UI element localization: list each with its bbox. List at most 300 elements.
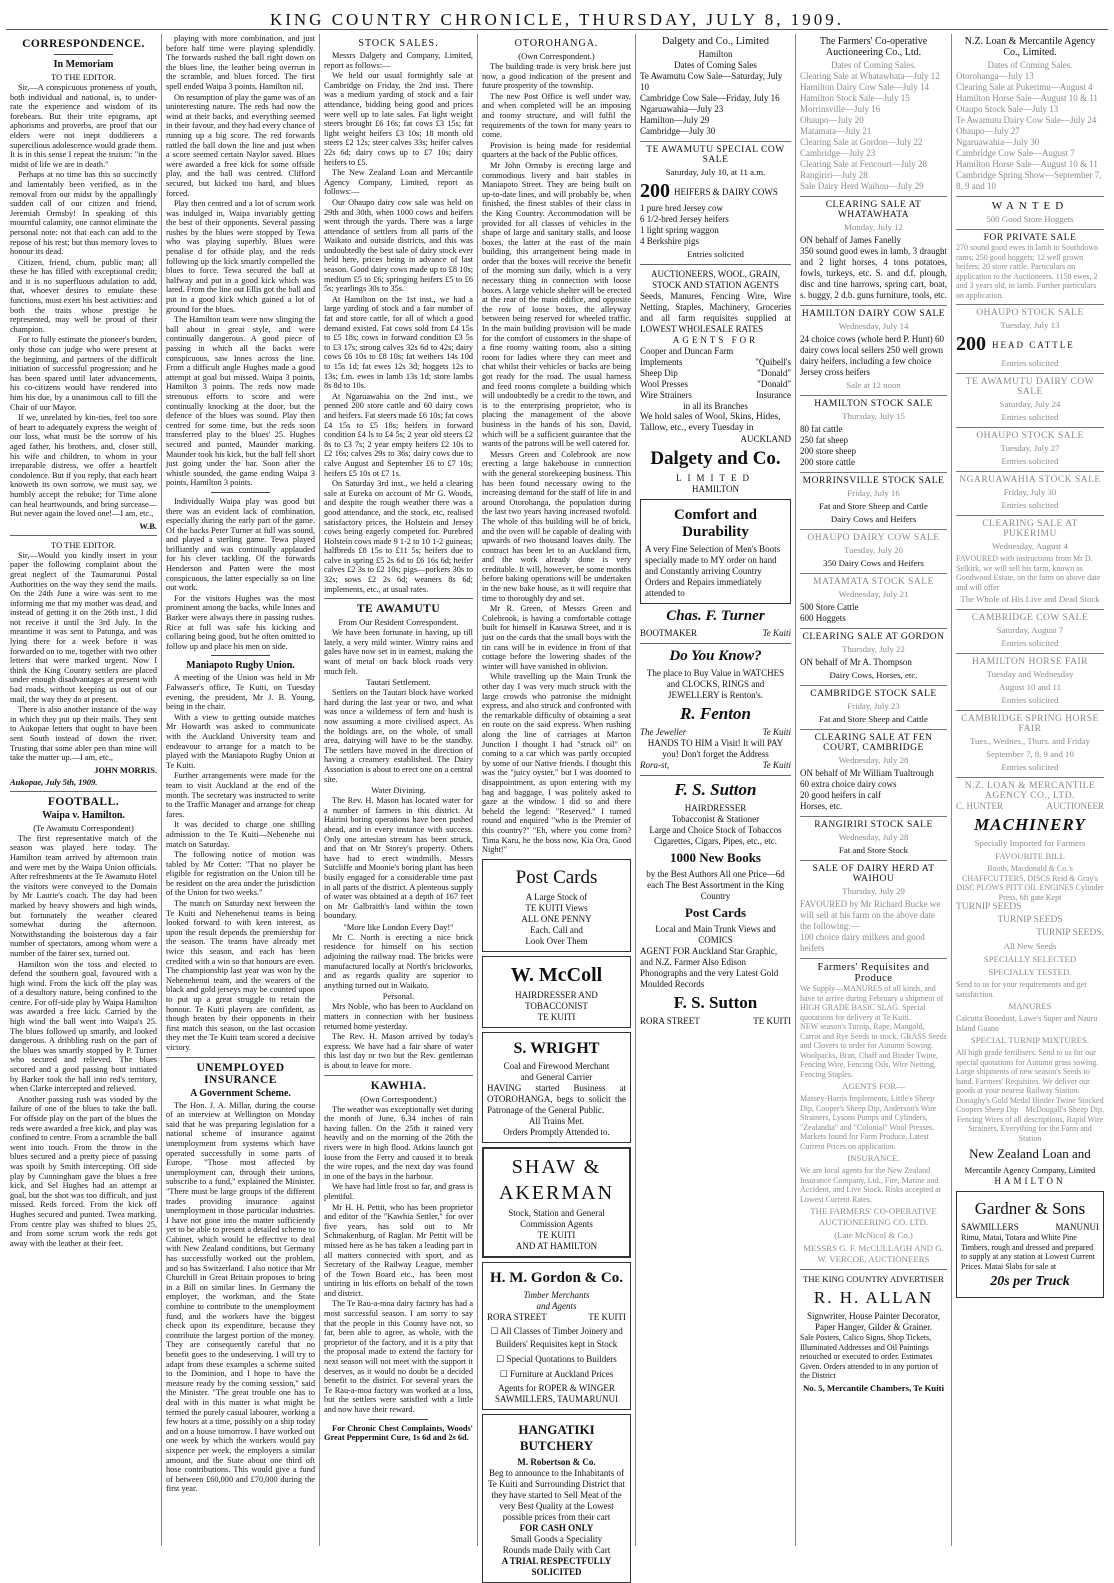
advert-line: (Late McNicol & Co.) <box>834 1230 913 1240</box>
sale-date-item: Otaupo Stock Sale—July 13 <box>956 104 1059 114</box>
column-correspondence <box>6 34 162 1546</box>
sale-head: HEIFERS & DAIRY COWS <box>674 186 778 197</box>
advert-line: Commission Agents <box>520 1218 593 1229</box>
article-paragraph: The building trade is very brisk here just now, a good indication of the present and future prosperity of the township. <box>482 62 631 91</box>
sale-title: CLEARING SALE AT WHATAWHATA <box>800 196 947 220</box>
advert-line: All New Seeds <box>1003 941 1057 951</box>
article-paragraph: Play then centred and a lot of scrum work was indulged in, Waipa invariably getting the best of their opponents. Several passing rushes by the blues were stopped by Tewa who was playing superbly. Blues were penalise d for offside play, and the reds following up the kick smartly compelled the blues to force. Tewa secured the ball at halfway and put in a good kick which was lared. From the line out Ellis got the ball and put in a good kick which gained a lot of ground for the blues. <box>166 199 315 314</box>
advert-line: Calcutta Bonedust, Lawe's Super and Nauru Island Guano <box>956 1014 1098 1033</box>
sale-date-item: Cambridge Cow Sale—Friday, July 16 <box>640 93 780 103</box>
sale-item: 20 good heifers in calf <box>800 790 881 800</box>
sale-item: 100 choice dairy milkers and good heifers <box>800 932 925 953</box>
advert-address: SAWMILLERS MANUNUI <box>961 1222 1099 1232</box>
article-paragraph: A meeting of the Union was held in Mr Falwasser's office, Te Kuiti, on Tuesday evening, the president, Mr J. B. Young, being in the chair. <box>166 673 315 712</box>
checkbox-icon: ☐ <box>490 1325 499 1336</box>
sale-date-item: Hamilton Dairy Cow Sale—July 14 <box>800 82 929 92</box>
advert-line: Rimu, Matai, Totara and White Pine Timbers, rough and dressed and prepared to supply at any station at Lowest Current Prices. Matai Slabs for sale at <box>961 1233 1095 1271</box>
sale-item: 500 Store Cattle <box>800 602 859 612</box>
sale-item: Dairy Cows and Heifers <box>830 514 917 524</box>
football-subheading: Waipa v. Hamilton. <box>42 809 125 821</box>
sale-date-item: Cambridge Cow Sale—August 7 <box>956 148 1075 158</box>
advert-line: M. Robertson & Co. <box>517 1456 596 1467</box>
shaw-akerman-advert <box>482 1147 631 1258</box>
advert-line: Markets found for Farm Produce. Latest Current Prices on application. <box>800 1132 929 1151</box>
sale-date: Friday, July 30 <box>1003 487 1057 497</box>
advert-line: A TRIAL RESPECTFULLY SOLICITED <box>501 1555 612 1577</box>
sale-title: N.Z. LOAN & MERCANTILE AGENCY CO., LTD. <box>956 777 1104 801</box>
advert-line: A very Fine Selection of Men's Boots specially made to MY order on hand and Constantly arriving Country Orders and Repairs immediately attended to <box>645 544 781 598</box>
mccoll-advert <box>482 956 631 1028</box>
advert-title: W. McColl <box>510 963 603 986</box>
article-paragraph: The first representative match of the season was played here today. The Hamilton team arrived by afternoon train and were met by the Waipa Union officials. After refreshments at the Te Awamutu Hotel the visitors were conveyed to the Domain by Mr Laurie's coach. The day had been marked by heavy showers and high winds, but fortunately the weather cleared somewhat during the afternoon. Notwithstanding the boisterous day a fair number of spectators, among whom were a number of the fairer sex, turned out. <box>10 833 157 958</box>
advert-line: HAIRDRESSER AND <box>515 989 598 1000</box>
te-awamutu-heading: TE AWAMUTU <box>356 603 441 616</box>
article-paragraph: Mrs Noble, who has been to Auckland on matters in connection with her business returned home yesterday. <box>324 1002 473 1031</box>
advert-line: FOR CASH ONLY <box>519 1522 594 1533</box>
advert-title: N.Z. Loan & Mercantile Agency Co., Limited. <box>964 36 1096 58</box>
sale-title: TE AWAMUTU DAIRY COW SALE <box>956 373 1104 397</box>
sale-date-item: Morrinsville—July 16 <box>800 104 881 114</box>
column-dalgety-ads <box>636 34 796 1546</box>
sale-date-item: Clearing Sale at Fencourt—July 28 <box>800 159 927 169</box>
sale-item: Dairy Cows, Horses, etc. <box>829 670 918 680</box>
letter-paragraph: For to fully estimate the pioneer's burden, only those can judge who were present at the beginning, and partners of the difficult initiation of successful progression; and he has been spared until later advancements, his co-citizens would have rendered into him his due, by a unanimous call to fill the Chair of our Mayor. <box>10 335 157 412</box>
advert-line: Seeds, Manures, Fencing Wire, Wire Netting, Staples, Machinery, Groceries and all farm requisites supplied at LOWEST WHOLESALE RATES <box>640 291 791 334</box>
article-paragraph: We have had little frost so far, and grass is plentiful. <box>324 1182 473 1201</box>
advert-line: Small Goods a Speciality <box>510 1533 603 1544</box>
advert-title: HANGATIKI BUTCHERY <box>518 1421 595 1453</box>
correspondent-label: (Own Correspondent.) <box>518 51 595 61</box>
sale-title: SALE OF DAIRY HERD AT WAIHOU <box>800 860 947 884</box>
article-paragraph: Further arrangements were made for the team to visit Auckland at the end of the month. The secretary was instructed to write to the Traffic Manager and arrange for cheap fares. <box>166 771 315 819</box>
sale-headline <box>956 333 1104 356</box>
sale-date: Tuesday, July 13 <box>1000 320 1060 330</box>
column-sport-news <box>162 34 320 1546</box>
letter-signature: JOHN MORRIS. <box>94 764 157 775</box>
letter-signature: W.B. <box>139 520 157 531</box>
article-paragraph: With a view to getting outside matches Mr Howarth was asked to communicate with the Auckland University team and endeavour to arrange for a match to be played with the Maniapoto Rugby Union at Te Kuiti. <box>166 712 315 770</box>
section-subheading: "More like London Every Day!" <box>343 921 454 932</box>
in-memoriam-heading: In Memoriam <box>53 59 114 70</box>
sale-note: Entries solicited <box>687 249 744 259</box>
sale-date-item: Sale Dairy Herd Waihou—July 29 <box>800 181 924 191</box>
sale-date: Wednesday, August 4 <box>992 541 1068 551</box>
unemployed-insurance-heading: UNEMPLOYED INSURANCE <box>196 1061 285 1086</box>
advert-item: ☐ Furniture at Auckland Prices <box>499 1368 614 1379</box>
divider <box>324 598 473 599</box>
sale-item: 270 sound good ewes in lamb to Southdown rams; 250 good hoggets; 12 well grown heifers; 20 store cattle. Particulars on application to the Auctioneers. 1150 ewes, 2 and 3 years old, in lamb. Further particulars on application. <box>956 243 1098 300</box>
sale-item: 350 Dairy Cows and Heifers <box>823 558 924 568</box>
article-paragraph: The Hon. J. A. Millar, during the course of an interview at Wellington on Monday said that he was preparing legislation for a national scheme of insurance against unemployment from systems which have operated successfully in some parts of Europe. "Those most affected by unemployment can, through their unions, subscribe to a fund," explained the Minister. "There must be large groups of the different trades providing insurance against unemployment in those particular industries. I have not gone into the matter sufficiently yet to be able to present a detailed scheme to Cabinet, which would be effective to deal with New Zealand conditions, but Germany has successfully worked out the problem, and so has Switzerland. I also notice that Mr Churchill in Great Britain proposes to bring in a Bill on similar lines. In Germany the employer, the workman, and the State combine to contribute to the unemployment fund, and the workers have the biggest check upon its expenditure, because they contribute the largest portion of the money. They are consequently careful that no benefit goes to the undeserving. I will try to adapt from these examples a scheme suited to the Dominion, and I hope to have the measure ready by the coming session," said the Minister. "The great trouble one has to deal with in this matter is what might be termed the purely casual labourer, working a few hours at a time, possibly on a ship today and on a house tomorrow. I have worked out one week by which the workers would pay sixpence per week, the employers a similar amount, and the State about one third oft hose contributions. This would give a fund of between £60,000 and £70,000 during the first year. <box>166 1100 315 1494</box>
article-paragraph: For the visitors Hughes was the most prominent among the backs, while Innes and Barker were always there in passing rushes. Rice at full was safe his kicking and collaring being good, but he often omitted to follow up and place his men on side. <box>166 593 315 651</box>
advert-line: HANDS TO HIM a Visit! It will PAY you! Don't forget the Address <box>647 738 784 759</box>
correspondent-label: (Te Awamutu Correspondent) <box>33 822 134 833</box>
section-subheading: Tautari Settlement. <box>366 677 431 688</box>
sale-item: 24 choice cows (whole herd P. Hunt) 60 dairy cows local sellers 250 well grown dairy heifers, including a few choice Jersey cross heifers <box>800 334 944 377</box>
advert-title: Comfort and Durability <box>674 507 757 540</box>
advert-line: AGENT FOR Auckland Star Graphic, and N.Z. Farmer Also Edison Phonographs and the very Latest Gold Moulded Records <box>640 946 779 989</box>
advert-line: Mercantile Agency Company, Limited <box>964 1165 1096 1175</box>
advert-line: Tobacconist & Stationer <box>671 814 760 824</box>
article-paragraph: The Hamilton team were now slinging the ball about in great style, and were continually dangerous. A good piece of passing in which all the backs were conspicuous, saw Innes across the line. From a difficult angle Hughes made a good attempt at goal but missed. Waipa 3 points, Hamilton 3 points. The reds now made strenuous efforts to score and were continually knocking at the door, but the defence of the blues was sound. Play then centred for some time, but the reds soon transferred play to the blues' 25. Hughes secured and punted, Maunder marking. Maunder took his kick, but the ball fell short just going under the bar. Soon after the whistle sounded, the game ending Waipa 3 points, Hamilton 3 points. <box>166 315 315 488</box>
advert-line: by the Best Authors All one Price—6d each The Best Assortment in the King Country <box>646 869 785 901</box>
sale-date: Wednesday, July 28 <box>838 832 909 842</box>
sale-date: Tuesday and Wednesday <box>986 669 1074 679</box>
advert-line: Each. Call and <box>530 924 583 935</box>
gordon-advert <box>482 1262 631 1410</box>
masthead: KING COUNTRY CHRONICLE, THURSDAY, JULY 8, 1909. <box>6 4 1108 30</box>
sale-title: TE AWAMUTU SPECIAL COW SALE <box>640 141 791 165</box>
advert-title: R. H. ALLAN <box>813 1288 934 1307</box>
advert-line: HAMILTON <box>691 484 739 494</box>
advert-line: Woolpacks, Bran, Chaff and Binder Twine, Fencing Wire, Fencing Oils, Wire Netting, Fencing Staples. <box>800 1050 939 1079</box>
article-paragraph: The following notice of motion was tabled by Mr Cotter: "That no player be eligible for registration on the Union till he be resident on the area under the jurisdiction of the Union for two weeks." <box>166 850 315 898</box>
advert-line: SPECIALLY TESTED. <box>988 967 1072 977</box>
article-paragraph: The New Zealand Loan and Mercantile Agency Company, Limited, report as follows:— <box>324 168 473 197</box>
sale-note: Entries solicited <box>1001 412 1059 422</box>
section-subheading: Water Divining. <box>371 785 426 796</box>
sale-date: Wednesday, July 21 <box>838 589 909 599</box>
advert-line: Dates of Coming Sales. <box>987 60 1073 70</box>
advert-line-pair: Coopers Sheep Dip McDougall's Sheep Dip, <box>956 1105 1104 1114</box>
advert-line: Signwriter, House Painter Decorator, Paper Hanger, Gilder & Grainer. <box>807 1311 940 1332</box>
article-paragraph: The Rev. H. Mason has located water for a number of farmers in this district. At Hairini boring operations have been pushed ahead, and in every instance with success. Only one artesian stream has been struck, and that on Mr Storey's property. Others have had to erect windmills. Messrs Sutcliffe and Moonie's boring plant has been busily engaged for a considerable time past in all parts of the district. A plenteous supply of water was obtained at a depth of 167 feet on Mr Galbraith's land within the town boundary. <box>324 796 473 921</box>
advert-line: Massey-Harris Implements, Little's Sheep Dip, Cooper's Sheep Dip, Anderson's Wire Strainers, Lysons Pumps and Cylinders, "Zealandia" and "Colonial" Wool Presses. <box>800 1094 937 1132</box>
sale-item: ON behalf of James Fanelly <box>800 235 901 245</box>
sale-note: Entries solicited <box>1001 695 1059 705</box>
sale-item: 60 extra choice dairy cows <box>800 779 897 789</box>
article-paragraph: Messrs Green and Colebrook are now erecting a large bakehouse in connection with the general storekeeping business. This has been found necessary owing to the increasing demand for the staff of life in and around Otorohanga, the population during the last two years having increased twofold. The whole of this building will be of brick, and the oven will be capable of dealing with upwards of two thousand loaves daily. The contract has been let to an Auckland firm, and the work already done is very creditable. It will, however, be some months before baking operations will be undertaken in the new bake house, as it will require that time to thoroughly dry and set. <box>482 449 631 603</box>
letter-place-date: Aukopae, July 5th, 1909. <box>10 776 98 787</box>
sale-title: MATAMATA STOCK SALE <box>800 573 947 587</box>
sale-note: Entries solicited <box>1001 500 1059 510</box>
article-paragraph: We held our usual fortnightly sale at Cambridge on Friday, the 2nd inst. There was a medium yarding of stock and a fair attendance, bidding being good and prices were well up to late sales. Fat light weight steers brought £6 16s; fat cows £3 15s; fat light weight heifers £3 10s; 18 month old steers £2 12s; steer calves 33s; heifer calves 22s 6d; dairy cows up to £7 10s; dairy heifers to £5. <box>324 71 473 167</box>
advert-address <box>487 1312 626 1323</box>
advert-line: Timber Merchants <box>523 1289 590 1300</box>
advert-title: 1000 New Books <box>669 850 761 865</box>
advert-line: and General Carrier <box>520 1071 593 1082</box>
sale-item: 4 Berkshire pigs <box>640 236 699 246</box>
advert-item: ☐ All Classes of Timber Joinery and Builders' Requisites kept in Stock <box>490 1325 623 1349</box>
sale-date-item: Otorohanga—July 13 <box>956 71 1034 81</box>
hangatiki-butchery-advert <box>482 1414 631 1583</box>
advert-title: Post Cards <box>515 866 598 888</box>
advert-line: Beg to announce to the Inhabitants of Te Kuiti and Surrounding District that they have started to Sell Meat of the very Best Quality at the Lowest possible prices from their cart <box>487 1467 626 1522</box>
divider <box>211 492 271 493</box>
advert-title: New Zealand Loan and <box>969 1146 1091 1161</box>
advert-title: MACHINERY <box>974 815 1086 834</box>
sale-date: Wednesday, July 28 <box>838 755 909 765</box>
letter-paragraph: Sir,—A conspicuous proneness of youth, both individual and national, is, to under-rate the experience and wisdom of its forebears. But their trite epigrams, apt aphorisms and proverbs, are proof that our elders were not inept doddierers a supercilious adolescence would grade them. It is in this sense I repeat the truism: "in the midst of life we are in death." <box>10 83 157 169</box>
article-paragraph: While travelling up the Main Trunk the other day I was very much struck with the large crowds who patronise the midnight express, and also struck and confronted with the remarkable difficulty of obtaining a seat en route on the said express. When rushing along the line of carriages at Marton Junction I thought I had "struck oil" on coming to a car which was partly occupied by some of our Native friends. I thought this was the "juicy oyster," but I was doomed to disappointment, as upon entering with my bag and baggage, I was politely asked to gaze at the window. I did so and there beheld the legend: "Reserved." I turned round and enquired "who is the Premier of this country?" "Eh, where you come from? Tima Karu, he the boss now, Kia Ora, Good Night!" <box>482 672 631 855</box>
article-paragraph: It was decided to charge one shilling admission to the Te Kuiti—Nehenehe nui match on Saturday. <box>166 820 315 849</box>
newspaper-page <box>6 4 1108 1577</box>
sale-item: 350 sound good ewes in lamb, 3 draught and 2 light horses, 4 tons potatoes, fowls, turkeys, etc. S. and d.f. plough, disc and tine harrows, spring cart, boat, s. buggy, 2 d.b. guns furniture, tools, etc. <box>800 246 947 300</box>
otorohanga-heading: OTOROHANGA. <box>514 38 599 49</box>
advert-line: Rounds made Daily with Cart <box>502 1544 611 1555</box>
letter-paragraph: Perhaps at no time has this so succinctly and lamentably been verified, as in the removal from our midst by the appallingly sudden call of our citizen and friend, Jeremiah Ormsby! In speaking of this mournful calamity, one cannot eliminate the personal note: not that each can add to the repose of his rest; but thus memory loves to honour its dead. <box>10 170 157 257</box>
sale-title: HAMILTON DAIRY COW SALE <box>800 305 947 319</box>
advert-title: AUCTIONEERS, WOOL, GRAIN, STOCK AND STATION AGENTS <box>650 269 781 290</box>
advert-line: For Chronic Chest Complaints, Woods' Great Peppermint Cure, 1s 6d and 2s 6d. <box>324 1423 473 1443</box>
sale-date: Friday, July 16 <box>847 488 900 498</box>
sale-item: 250 fat sheep <box>800 435 848 445</box>
advert-line: MESSRS G. F. McCULLAGH AND G. W. VERCOE, AUCTIONEERS <box>803 1243 944 1264</box>
advert-title: 20s per Truck <box>990 1274 1070 1289</box>
advert-address: Rora-st, Te Kuiti <box>640 760 791 770</box>
sale-date-item: Hamilton—July 29 <box>640 115 710 125</box>
article-paragraph: Mr John Ormsby is erecting large and commodious livery and bait stables in Maniapoto Street. They are being built on up-to-date lines, and will probably be, when finished, the finest stables of their class in the King Country. Accommodation will be provided for all classes of vehicles in the shape of large and sanitary stalls, and loose boxes, the latter at the east of the main building, this arrangement being made in order that the boxes will receive the benefit of the morning sun daily, which is a very necessary thing in connection with loose boxes. A large vehicle shelter will be erected at the rear of the main edifice, and opposite the row of loose boxes, the alleyway between being reserved for wheeled traffic. In the main building provision will be made for the comfort of customers in the shape of a fine roomy waiting room, also a sitting room for ladies where they can meet and chat whilst their vehicles or backs are being got ready for the road. The usual harness and feed rooms complete a building which will undoubtedly be a credit to the town, and is to the enterprising proprietor, who is placing the management of the above business in the hands of his son, David, which will be a sufficient guarantee that the wants of the patrons will be well catered for. <box>482 160 631 449</box>
sale-head: HEAD CATTLE <box>992 339 1075 350</box>
advert-line: We hold sales of Wool, Skins, Hides, Tallow, etc., every Tuesday in <box>640 412 781 433</box>
divider <box>640 643 791 644</box>
sale-date-item: Hamilton Stock Sale—July 15 <box>800 93 910 103</box>
article-paragraph: Messrs Dalgety and Company, Limited, report as follows:— <box>324 51 473 70</box>
sale-item: Fat and Store Sheep and Cattle <box>819 501 928 511</box>
advert-title: AKERMAN <box>498 1181 615 1204</box>
to-editor-label: TO THE EDITOR. <box>51 72 116 82</box>
sale-title: CAMBRIDGE STOCK SALE <box>800 685 947 699</box>
article-paragraph: Mr R. Green, of Messrs Green and Colebrook, is having a comfortable cottage built for himself in Kanawa Street, and it is just on the cards that the small boys with the tin cans will be in evidence in front of that cottage before the lowering shades of the winter will have vanished in oblivion. <box>482 604 631 671</box>
article-paragraph: Hamilton won the toss and elected to defend the southern goal, favoured with a high wind. From the kick off the play was of a desultory nature, being confined to the centre. For off-side play by Waipa Hamilton was awarded a free kick. Carried by the high wind the ball went into Waipa's 25. The blues followed up smartly, and looked dangerous. A dribbling rush on the part of the blues was smartly stopped by P. Turner who secured and relieved. The blues secured and a good passing bout initiated by Barker took the ball into red's territory, when Clarke intercepted and relieved. <box>10 959 157 1094</box>
advert-title: TURNIP SEEDS <box>956 902 1022 912</box>
divider <box>640 264 791 265</box>
sale-date: Saturday, August 7 <box>996 625 1064 635</box>
advert-title: R. Fenton <box>680 704 751 723</box>
sale-item: 6 1/2-bred Jersey heifers <box>640 214 729 224</box>
article-paragraph: Individually Waipa play was good but there was an evident lack of combination, especially during the early part of the game. Of the backs Peter Turner at full was sound, and played a sterling game. Tewa played brilliantly and was continually applauded for his clever tackling. Of the forwards Henderson and Patten were the most conspicuous, the latter especially so on line out work. <box>166 496 315 593</box>
sale-date-item: Cambridge Spring Show—September 7, 8, 9 and 10 <box>956 170 1102 191</box>
post-cards-advert <box>482 859 631 952</box>
advert-line: HAMILTON <box>994 1176 1066 1186</box>
sale-title: HAMILTON HORSE FAIR <box>956 653 1104 667</box>
sale-title: CAMBRIDGE COW SALE <box>956 609 1104 623</box>
advert-title: Chas. F. Turner <box>666 608 765 624</box>
sale-item: 500 Good Store Hoggets <box>986 214 1074 224</box>
article-paragraph: Settlers on the Tautari block have worked hard during the last year or two, and what was once a wilderness of fern and bush is now assuming a more civilised aspect. As the holdings are, on the whole, of small area, dairying will have to be the standby. The settlers have moved in the direction of having a creamery established. The Dairy Association is about to erect one on a central site. <box>324 688 473 784</box>
advert-line: Sale Posters, Calico Signs, Shop Tickets, Illuminated Addresses and Oil Paintings retouched or executed to order. Estimates Given. Orders attended to in any portion of the District <box>800 1333 939 1380</box>
advert-title: Post Cards <box>684 905 747 920</box>
sale-item: ON behalf of Mr William Tualtrough <box>800 768 934 778</box>
correspondent-label: (Own Correspondent.) <box>360 1093 437 1104</box>
article-paragraph: At Ngaruawahia on the 2nd inst., we penned 200 store cattle and 60 dairy cows and heifers. Fat steers made £6 10s; fat cows £4 15s to £5 18s; heifers in forward condition £4 ls to £4 5s; 2 year old steers £2 8s to £3 7s; 2 year empty heifers £2 10s to £2 16s; calves 29s to 36s; dairy cows due to calve August and September £6 to £7 10s; heifers £5 10s ot £7 1s. <box>324 391 473 478</box>
advert-line: AUCKLAND <box>740 434 791 444</box>
advert-title: SHAW & <box>511 1155 602 1178</box>
sale-title: CLEARING SALE AT GORDON <box>800 628 947 642</box>
advert-title: Dalgety and Co. <box>650 448 781 469</box>
advert-line: Agents for ROPER & WINGER SAWMILLERS, TAUMARUNUI <box>495 1382 618 1404</box>
article-paragraph: On Saturday 3rd inst., we held a clearing sale at Eureka on account of Mr G. Woods, and despite the rough weather there was a good attendance, and the stock, etc, realised satisfactory prices, the Holstein and Jersey cows being eagerly competed for. Purebred Holstein cows made 9 1-2 to 10 1-2 guineas; halfbreds £8 15s to £11 5s; heifers due to calve in spring £5 2s 6d to £6 16s 6d; heifer calves £2 3s to £2 10s; pigs—porkers 30s to 32s; sows £2 2s 6d; weaners 8s 6d; implements, etc., at usual rates. <box>324 479 473 594</box>
agency-row: Implements "Quibell's <box>640 357 791 367</box>
column-stock-sales <box>320 34 478 1546</box>
divider <box>211 655 271 656</box>
advert-line: Large and Choice Stock of Tobaccos Cigarettes, Cigars, Pipes, etc., etc. <box>649 825 782 846</box>
advert-line: Donaghy's Gold Medal Binder Twine Stocked <box>956 1095 1104 1105</box>
divider <box>10 535 157 536</box>
sale-count: 200 <box>956 333 986 355</box>
sale-item: FAVOURED by Mr Richard Bucke we will sell at his farm on the above date the following:— <box>800 899 941 931</box>
advert-title: INSURANCE. <box>847 1153 900 1163</box>
letter-paragraph: Sir,—Would you kindly insert in your paper the following complaint about the great neglect of the Taumarunui Postal Authorities on the way they send the mails. On the 24th June a wire was sent to me informing me that my mother was dead, and instead of getting it on the 26th inst., I did not receive it until the 3rd July. In the meantime it was sent to Patunga, and was lying there for a week before it was forwarded on to me, together with two other letters that were marked urgent. Now I think the King Country settlers are placed under enough disadvantages at present with bad roads, without keeping us out of our mail, the way they do at present. <box>10 550 158 704</box>
sale-title: FOR PRIVATE SALE <box>956 229 1104 243</box>
article-paragraph: Our Ohaupo dairy cow sale was held on 29th and 30th, when 1000 cows and heifers went through the yards. There was a large attendance of settlers from all parts of the Waikato and outside districts, and this was undoubtedly the best sale of dairy stock ever held here, prices being in advance of last season. Good dairy cows made up to £8 10s; medium £5 to £6; springing heifers £5 to £6 5s; yearlings 30s to 35s. <box>324 197 473 294</box>
comfort-durability-advert <box>640 499 791 604</box>
sale-date-item: Hamilton Horse Sale—August 10 & 11 <box>956 159 1098 169</box>
football-heading: FOOTBALL. <box>47 795 120 808</box>
advert-line: AND AT HAMILTON <box>515 1240 598 1251</box>
letter-paragraph: If we, unrelated by kin-ties, feel too sore of heart to adequately express the weight of our loss, what must be the sorrow of his aged father, his brothers, and, closer still, his wife and children, to whom in your irreparable distress, we offer a heartfelt condolence. But if you reply, that each heart knoweth its own sorrow, we must say, we humbly accept the rebuke; for Time alone can heal heartwounds, and bring surcease—But never again the loved one!—I am, etc., <box>10 413 157 519</box>
letter-paragraph: Citizen, friend, chum, public man; all these he has filled with exceptional credit; and it is no superfluous adulation to add, that, whoever desires to emulate these functions, must exert his best activities: and both the traits whose prestige he represented, may well be proud of their champion. <box>10 257 157 334</box>
article-paragraph: playing with more combination, and just before half time were playing splendidly. The forwards rushed the ball right down on the blues line, the leather being overrun in the scramble, and blues forced. The first spell ended Waipa 3 points, Hamilton nil. <box>166 34 315 91</box>
gardner-sons-advert <box>956 1191 1104 1298</box>
article-paragraph: Provision is being made for residential quarters at the back of the Public offices. <box>482 140 631 160</box>
sale-date: Tuesday, July 27 <box>1000 443 1060 453</box>
sale-item: ON behalf of Mr A. Thompson <box>800 657 912 667</box>
advert-line: Dates of Coming Sales. <box>831 60 916 70</box>
advert-line: LIMITED <box>676 473 755 483</box>
advert-address: RORA STREET TE KUITI <box>640 1016 791 1026</box>
advert-title: Dalgety and Co., Limited <box>661 36 770 47</box>
sale-title: WANTED <box>956 196 1104 212</box>
sale-item: 1 pure bred Jersey cow <box>640 203 723 213</box>
advert-line: FAVOURITE BILL <box>995 851 1065 861</box>
advert-line: RORA STREET <box>487 1311 547 1322</box>
divider <box>800 1269 947 1270</box>
sale-note: Sale at 12 noon <box>846 380 901 390</box>
advert-line: TE KUITI <box>537 1229 576 1240</box>
sale-item: FAVOURED with instructions from Mr D. Selkirk, we will sell his farm, known as Goodwood Estate, on the farm on above date and will offer <box>956 554 1101 592</box>
sale-date: Friday, July 23 <box>847 701 900 711</box>
divider <box>54 54 113 55</box>
sale-date-item: Clearing Sale at Gordon—July 22 <box>800 137 923 147</box>
sale-date-item: Matamata—July 21 <box>800 126 872 136</box>
kawhia-heading: KAWHIA. <box>370 1079 427 1092</box>
advert-line: We Supply—MANURES of all kinds, and have to arrive during February a shipment of HIGH GRADE BASIC SLAG. Special quotations for delivery at Te Kuiti. <box>800 984 944 1022</box>
column-farmers-coop <box>796 34 952 1546</box>
sale-date: Tues., Wednes., Thurs. and Friday <box>969 736 1091 746</box>
divider <box>369 1419 429 1420</box>
divider <box>640 775 791 776</box>
advert-line: Send to us for your requirements and get satisfaction. <box>956 980 1087 999</box>
advert-line: AGENTS FOR <box>672 335 759 345</box>
section-subheading: Personal. <box>382 991 415 1002</box>
letter-paragraph: There is also another instance of the way in which they put up their mails. They sent to Aukopae letters that ought to have been sent South instead of down the river. Trusting that some abler pen than mine will take the matter up.—I am, etc., <box>10 705 157 763</box>
advert-line: Orders Promptly Attended to. <box>503 1126 610 1137</box>
advert-title: SPECIAL TURNIP MIXTURES. <box>970 1035 1090 1045</box>
checkbox-icon: ☐ <box>499 1368 508 1379</box>
article-paragraph: We have been fortunate in having, up till lately, a very mild winter. Wintry rains and gales have now set in in earnest, making the want of metal on back block roads very much felt. <box>324 628 473 676</box>
s-wright-advert <box>482 1032 631 1143</box>
advert-title: MANURES <box>1008 1001 1052 1011</box>
advert-line: in all its Branches <box>683 401 748 411</box>
sale-title: OHAUPO DAIRY COW SALE <box>800 529 947 543</box>
sale-title: CLEARING SALE AT PUKERIMU <box>956 515 1104 539</box>
sale-date-item: Clearing Sale at Pukerimu—August 4 <box>956 82 1093 92</box>
advert-line: Local and Main Trunk Views and COMICS <box>655 924 776 945</box>
advert-line: THE FARMERS' CO-OPERATIVE AUCTIONEERING CO. LTD. <box>810 1206 937 1227</box>
advert-line: Stock, Station and General <box>508 1207 605 1218</box>
article-paragraph: The new Post Office is well under way, and when completed will be an imposing and roomy structure, and will fulfil the requirements of the town for many years to come. <box>482 91 631 140</box>
advert-line: THE KING COUNTRY ADVERTISER <box>802 1274 945 1284</box>
sale-item: The Whole of His Live and Dead Stock <box>960 594 1100 604</box>
sale-date: August 10 and 11 <box>999 682 1061 692</box>
sale-date: Tuesday, July 20 <box>844 545 903 555</box>
sale-date-item: Cambridge—July 30 <box>640 126 716 136</box>
article-paragraph: Mr C. North is erecting a nice brick residence for himself on his section adjoining the railway road. The bricks were manufactured locally at North's brickworks, and as regards quality are superior to anything turned out in Waikato. <box>324 932 473 990</box>
sale-title: CLEARING SALE AT FEN COURT, CAMBRIDGE <box>800 729 947 753</box>
advert-title: The Farmers' Co-operative Auctioneering Co., Ltd. <box>819 36 928 58</box>
advert-line: Cooper and Duncan Farm <box>640 346 734 356</box>
divider <box>166 1057 315 1058</box>
article-paragraph: At Hamilton on the 1st inst., we had a large yarding of stock and a fair number of fat and store cattle, for all of which a good demand existed. Fat cows sold from £4 15s to £5 18s; cows in forward condition £3 5s to £3 17s; strong calves 32s 6d to 42s; dairy cows £6 10s to £8 10s; fat wethers 14s 10d to 15s 1d; fat ewes 12s 3d; hoggets 12s to 13s; f.m. ewes in lamb 13s 1d; store lambs 8s 8d to 10s. <box>324 294 473 391</box>
checkbox-icon: ☐ <box>496 1353 505 1364</box>
correspondent-label: From Our Resident Correspondent. <box>338 617 459 628</box>
sale-note: Entries solicited <box>1001 638 1059 648</box>
sale-title: OHAUPO STOCK SALE <box>956 427 1104 441</box>
sale-date-item: Cambridge—July 23 <box>800 148 876 158</box>
advert-line: SPECIALLY SELECTED <box>983 954 1077 964</box>
advert-line: No. 5, Mercantile Chambers, Te Kuiti <box>802 1382 945 1393</box>
advert-line: Booth, Macdonald & Co.'s CHAFFCUTTERS, DISCS Reid & Gray's DISC PLOWS PITT OIL ENGINES Cylinder Press, 6ft gate Kept <box>956 864 1104 902</box>
sale-note: Entries solicited <box>1001 456 1059 466</box>
advert-line: All Trains Met. <box>528 1115 585 1126</box>
agency-row: Sheep Dip "Donald" <box>640 368 791 378</box>
stock-sales-heading: STOCK SALES. <box>358 38 439 49</box>
advert-item: ☐ Special Quotations to Builders <box>496 1353 617 1364</box>
sale-title: NGARUAWAHIA STOCK SALE <box>956 471 1104 485</box>
sale-date: Wednesday, July 14 <box>838 321 909 331</box>
advert-title: F. S. Sutton <box>674 780 757 799</box>
sale-date-item: Clearing Sale at Whatawhata—July 12 <box>800 71 940 81</box>
advert-line: TOBACCONIST <box>525 1000 588 1011</box>
advert-title: TURNIP SEEDS <box>997 915 1063 925</box>
advert-line: Fencing Wires of all descriptions, Rapid Wire Strainers, Everything for the Farm and Station <box>956 1114 1104 1143</box>
article-paragraph: The Te Rau-a-moa dairy factory has had a most successful season. I am sorry to say that the people in this County have not, so far, been able to agree, as whole, with the proprietor of the factory, and it is a pity that the proposal made to extend the factory for next season will not meet with the support it deserves, as it would no doubt be a decided benefit to the district. For several years the Te Rau-a-moa factory was worked at a loss, but the settlers were satisfied with a little and now have their reward. <box>324 1299 473 1414</box>
sale-date: Monday, July 12 <box>844 222 903 232</box>
sale-title: RANGIRIRI STOCK SALE <box>800 816 947 830</box>
advert-line: HAVING started Business at OTOROHANGA, begs to solicit the Patronage of the General Public. <box>487 1082 626 1115</box>
advert-line: Look Over Them <box>525 935 588 946</box>
sale-item: 1 light spring waggon <box>640 225 719 235</box>
advert-line: All high grade fertilisers. Send to us for our special quotations for Autumn grass sowing. Large shipments of new season's Seeds to hand. Farmers' Requisites. We deliver our goods at your nearest Railway Station. <box>956 1048 1099 1095</box>
sale-title: CAMBRIDGE SPRING HORSE FAIR <box>956 710 1104 734</box>
sale-note: Entries solicited <box>1001 762 1059 772</box>
sale-item: 600 Hoggets <box>800 613 846 623</box>
correspondence-heading: CORRESPONDENCE. <box>22 38 145 50</box>
advert-line: The place to Buy Value in WATCHES and CLOCKS, RINGS and JEWELLERY is Renton's. <box>646 668 785 700</box>
advert-address: The Jeweller Te Kuiti <box>640 727 791 737</box>
advert-line: and Agents <box>536 1300 577 1311</box>
advert-title: Gardner & Sons <box>974 1199 1086 1218</box>
sale-date-item: Ngaruawahia—July 23 <box>640 104 724 114</box>
advert-line: TE KUITI <box>588 1311 626 1322</box>
sale-note: Entries solicited <box>1001 358 1059 368</box>
advert-title: F. S. Sutton <box>673 993 758 1012</box>
sale-date: Thursday, July 15 <box>842 411 905 421</box>
sale-item: Horses, etc. <box>800 801 843 811</box>
rugby-union-heading: Maniapoto Rugby Union. <box>186 660 295 672</box>
agency-row: Wire Strainers Insurance <box>640 390 791 400</box>
sale-title: OHAUPO STOCK SALE <box>956 304 1104 318</box>
article-paragraph: The Rev. H. Mason arrived by today's express. We have had a fair share of water this last day or two but the Rev. gentleman is about to leave for more. <box>324 1032 473 1070</box>
advert-line: A Large Stock of <box>525 891 588 902</box>
advert-line: ALL ONE PENNY <box>521 913 592 924</box>
advert-line: NEW season's Turnip, Rape, Mangold, Carrot and Rye Seeds in stock. GRASS Seeds and Clovers to order for Autumn Sowing. <box>800 1022 947 1050</box>
sale-count: 200 <box>640 180 670 202</box>
column-otorohanga <box>478 34 636 1577</box>
sale-item: Fat and Store Stock <box>838 845 909 855</box>
advert-line: Dates of Coming Sales <box>674 60 757 70</box>
